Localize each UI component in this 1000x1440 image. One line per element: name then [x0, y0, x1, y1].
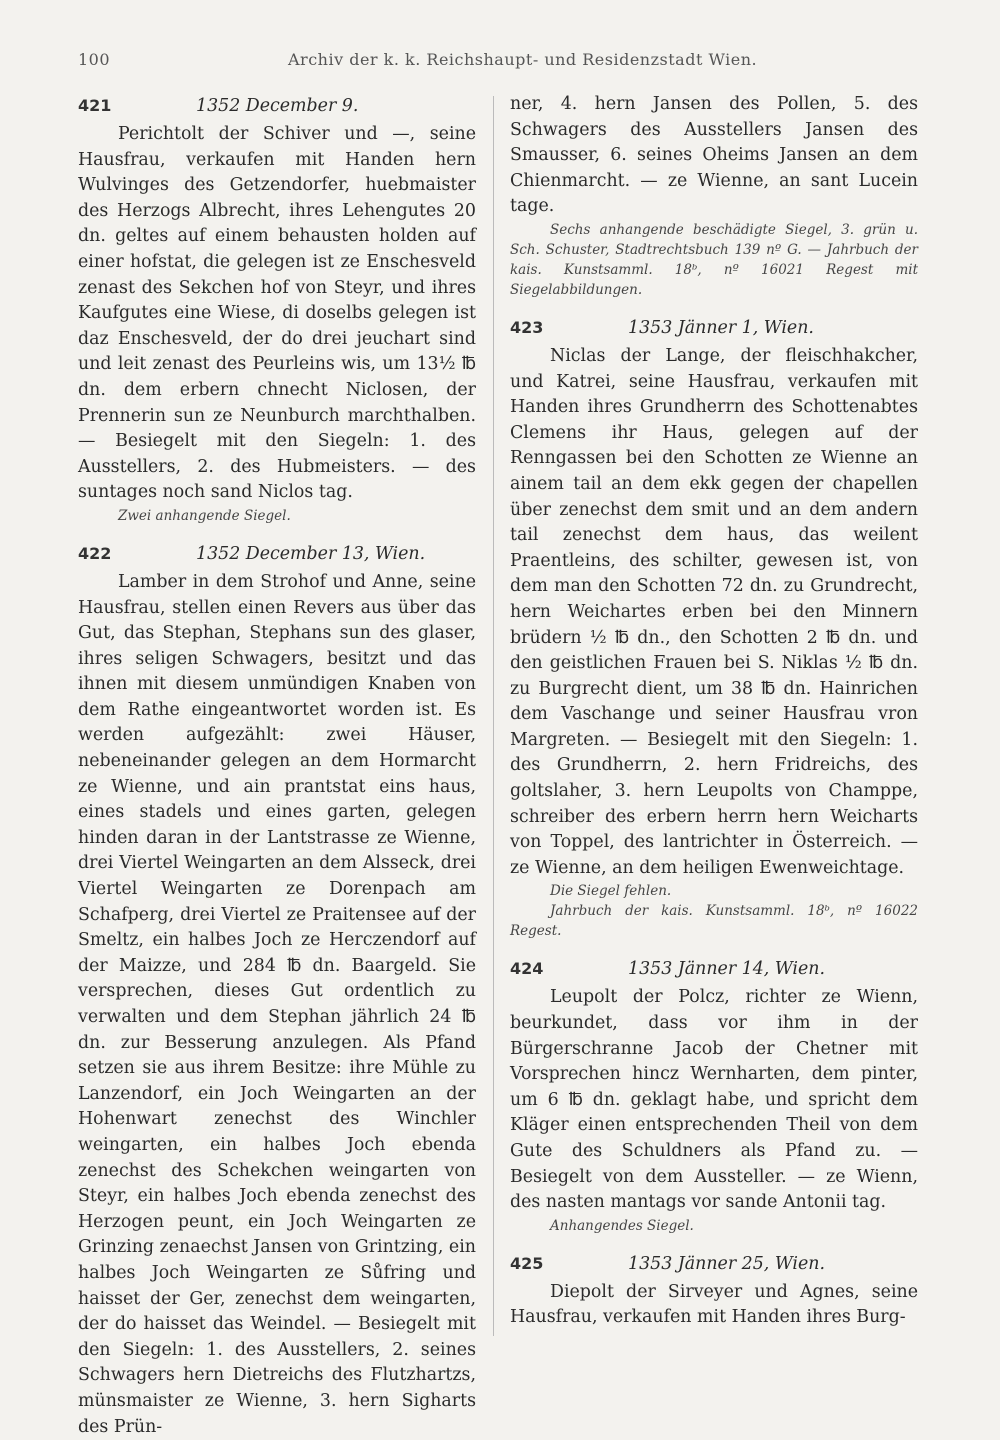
entry-heading-424 — [510, 955, 918, 983]
entry-text-422: Lamber in dem Strohof und Anne, seine Hausfrau, stellen einen Revers aus über das Gut, das Stephan, Stephans sun des glaser, ihres seligen Schwagers, besitzt und das ihnen mit diesem unmündigen Knaben von dem Rathe eingeantwortet worden ist. Es werden aufgezählt: zwei Häuser, nebeneinander gelegen an dem Hormarcht ze Wienne, und ain prantstat eins haus, eines stadels und eines garten, gelegen hinden daran in der Lantstrasse ze Wienne, drei Viertel Weingarten an dem Alsseck, drei Viertel Weingarten ze Dorenpach am Schafperg, drei Viertel ze Praitensee auf der Smeltz, ein halbes Joch ze Herczendorf auf der Maizze, und 284 ℔ dn. Baargeld. Sie versprechen, dieses Gut ordentlich zu verwalten und dem Stephan jährlich 24 ℔ dn. zur Besserung anzulegen. Als Pfand setzen sie aus ihrem Besitze: ihre Mühle zu Lanzendorf, ein Joch Weingarten an der Hohenwart zenechst des Winchler weingarten, ein halbes Joch ebenda zenechst des Schekchen weingarten von Steyr, ein halbes Joch ebenda zenechst des Herzogen peunt, ein Joch Weingarten ze Grinzing zenaechst Jansen von Grintzing, ein halbes Joch Weingarten ze Sůfring und haisset der Ger, zenechst dem weingarten, der do haisset das Weindel. — Besiegelt mit den Siegeln: 1. des Ausstellers, 2. seines Schwagers hern Dietreichs des Flutzhartzs, münsmaister ze Wienne, 3. hern Sigharts des Prün- — [78, 571, 476, 1437]
page-number: 100 — [78, 50, 111, 69]
left-column — [78, 92, 476, 1440]
entry-text-422-continued: ner, 4. hern Jansen des Pollen, 5. des Schwagers des Ausstellers Jansen des Smausser, 6. seines Oheims Jansen an dem Chienmarcht. — ze Wienne, an sant Lucein tage. — [510, 94, 918, 217]
entry-heading-423 — [510, 314, 918, 342]
entry-text-421: Perichtolt der Schiver und —, seine Hausfrau, verkaufen mit Handen hern Wulvinges des Getzendorfer, huebmaister des Herzogs Albrecht, ihres Lehengutes 20 dn. geltes auf einem behausten holden auf einer hofstat, die gelegen ist ze Enschesveld zenast des Sekchen hof von Steyr, und ihres Kaufgutes eine Wiese, di doselbs gelegen ist daz Enschesveld, der do drei jeuchart sind und leit zenast des Peurleins wis, um 13½ ℔ dn. dem erbern chnecht Niclosen, der Prennerin sun ze Neunburch marchthalben. — Besiegelt mit den Siegeln: 1. des Ausstellers, 2. des Hubmeisters. — des suntages noch sand Niclos tag. — [78, 124, 476, 503]
entry-date: 1353 Jänner 14, Wien. — [628, 959, 825, 980]
entry-heading-422 — [78, 540, 476, 568]
entry-text-423: Niclas der Lange, der fleischhakcher, und Katrei, seine Hausfrau, verkaufen mit Handen ihres Grundherrn des Schottenabtes Clemens ihr Haus, gelegen auf der Renngassen bei den Schotten ze Wienne an ainem tail an dem ekk gegen der chapellen über zenechst dem smit und an dem andern tail zenechst dem haus, das weilent Praentleins, des schilter, gewesen ist, von dem man den Schotten 72 dn. zu Grundrecht, hern Weichartes erben bei den Minnern brüdern ½ ℔ dn., den Schotten 2 ℔ dn. und den geistlichen Frauen bei S. Niklas ½ ℔ dn. zu Burgrecht dient, um 38 ℔ dn. Hainrichen dem Vaschange und seiner Hausfrau vron Margreten. — Besiegelt mit den Siegeln: 1. des Grundherrn, 2. hern Fridreichs, des goltslaher, 3. hern Leupolts von Champpe, schreiber des erbern herrn hern Weicharts von Toppel, des lantrichter in Österreich. — ze Wienne, an dem heiligen Ewenweichtage. — [510, 345, 918, 878]
entry-note-421: Zwei anhangende Siegel. — [118, 507, 291, 524]
right-column — [510, 92, 918, 1331]
entry-note-422: Sechs anhangende beschädigte Siegel, 3. grün u. Sch. Schuster, Stadtrechtsbuch 139 nº G. — Jahrbuch der kais. Kunstsamml. 18ᵇ, nº 16021 Regest mit Siegelabbildungen. — [510, 221, 918, 298]
entry-note-423-b: Jahrbuch der kais. Kunstsamml. 18ᵇ, nº 16022 Regest. — [510, 903, 918, 940]
running-header — [78, 50, 922, 76]
entry-number: 421 — [78, 96, 112, 115]
entry-date: 1352 December 13, Wien. — [196, 543, 426, 564]
entry-heading-421 — [78, 92, 476, 120]
entry-number: 422 — [78, 543, 112, 563]
entry-note-424: Anhangendes Siegel. — [550, 1217, 694, 1234]
entry-text-424: Leupolt der Polcz, richter ze Wienn, beurkundet, dass vor ihm in der Bürgerschranne Jacob der Chetner mit Vorsprechen hincz Wernharten, dem pinter, um 6 ℔ dn. geklagt habe, und spricht dem Kläger einen entsprechenden Theil von dem Gute des Schuldners als Pfand zu. — Besiegelt von dem Aussteller. — ze Wienn, des nasten mantags vor sande Antonii tag. — [510, 987, 918, 1213]
entry-heading-425 — [510, 1250, 918, 1278]
entry-number: 425 — [510, 1253, 544, 1273]
entry-note-423-a: Die Siegel fehlen. — [550, 883, 672, 900]
running-title: Archiv der k. k. Reichshaupt- und Residenzstadt Wien. — [288, 50, 758, 69]
entry-number: 423 — [510, 317, 544, 337]
column-divider — [493, 96, 494, 1336]
entry-date: 1353 Jänner 1, Wien. — [628, 317, 814, 338]
entry-date: 1353 Jänner 25, Wien. — [628, 1253, 825, 1274]
entry-number: 424 — [510, 959, 544, 979]
entry-date: 1352 December 9. — [196, 96, 359, 116]
entry-text-425: Diepolt der Sirveyer und Agnes, seine Hausfrau, verkaufen mit Handen ihres Burg- — [510, 1281, 918, 1328]
